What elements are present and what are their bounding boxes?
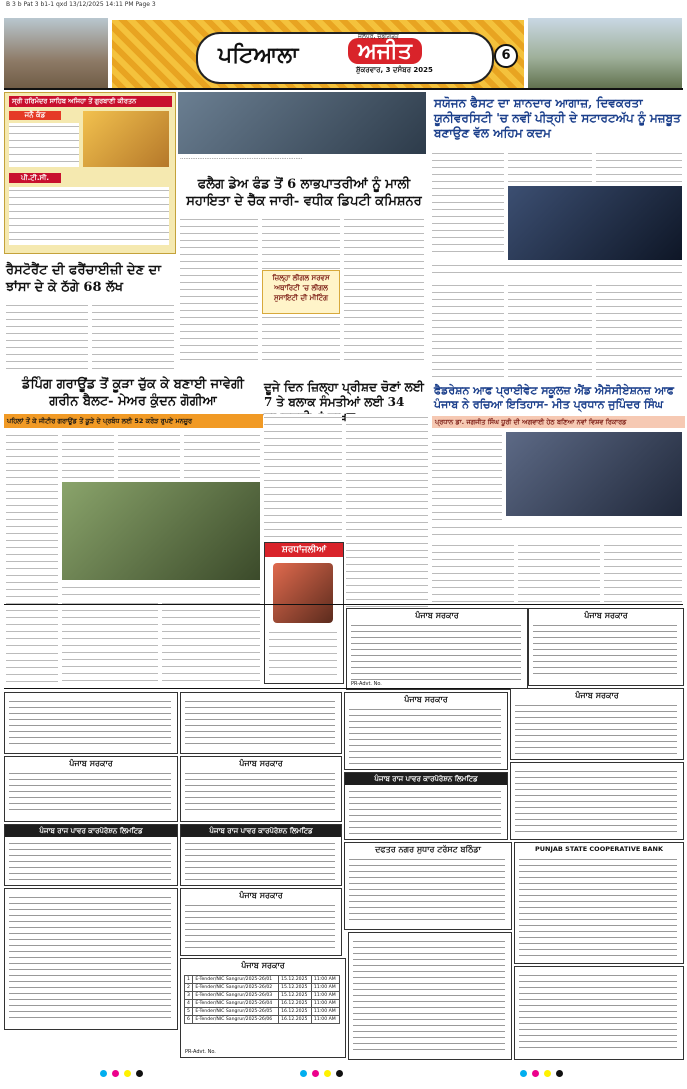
dumping-col-6 xyxy=(162,600,260,684)
table-cell: 6 xyxy=(185,1016,193,1024)
section-title: ਪਟਿਆਲਾ xyxy=(218,42,299,68)
dumping-ground-photo xyxy=(62,482,260,580)
municipal-ad xyxy=(4,692,178,754)
table-row xyxy=(185,992,340,1000)
federation-col-2 xyxy=(432,542,514,602)
trust-ad-2-body xyxy=(353,939,505,1053)
table-cell: E-Tender/NIC Sangrur/2025-26/05 xyxy=(193,1008,279,1016)
ad-4-body xyxy=(515,703,677,755)
gurbani-box-title: ਸ੍ਰੀ ਹਰਿਮੰਦਰ ਸਾਹਿਬ ਅਜਿਹਾ ਤੋਂ ਗੁਰਬਾਣੀ ਕੀਰਤਨ xyxy=(9,96,172,107)
federation-col-1 xyxy=(432,432,502,522)
golden-temple-photo xyxy=(83,111,169,167)
trust-ad-2 xyxy=(348,932,512,1060)
obituary-title: ਸ਼ਰਧਾਂਜਲੀਆਂ xyxy=(265,543,343,557)
pspcl-title: ਪੰਜਾਬ ਰਾਜ ਪਾਵਰ ਕਾਰਪੋਰੇਸ਼ਨ ਲਿਮਟਿਡ xyxy=(345,773,507,785)
table-cell: E-Tender/NIC Sangrur/2025-26/06 xyxy=(193,1016,279,1024)
dumping-col-3 xyxy=(118,432,180,478)
ads-divider-top-right xyxy=(4,604,683,605)
dumping-photo-caption xyxy=(62,584,260,596)
tender-table xyxy=(184,975,340,1024)
dumping-col-4 xyxy=(184,432,260,478)
pspcl-2-title: ਪੰਜਾਬ ਰਾਜ ਪਾਵਰ ਕਾਰਪੋਰੇਸ਼ਨ ਲਿਮਟਿਡ xyxy=(181,825,341,837)
magenta-mark xyxy=(112,1070,119,1077)
flag-day-photo xyxy=(178,92,426,154)
table-cell: 11:00 AM xyxy=(311,1008,339,1016)
masthead xyxy=(0,8,687,86)
municipal-ad-body xyxy=(9,699,171,747)
table-cell: E-Tender/NIC Sangrur/2025-26/01 xyxy=(193,976,279,984)
dumping-col-5 xyxy=(62,600,158,684)
table-cell: 11:00 AM xyxy=(311,976,339,984)
masthead-title-oval xyxy=(196,32,494,84)
ad-5-body xyxy=(9,771,171,815)
table-cell: 4 xyxy=(185,1000,193,1008)
nominations-headline: ਦੂਜੇ ਦਿਨ ਜ਼ਿਲ੍ਹਾ ਪ੍ਰੀਸ਼ਦ ਚੋਣਾਂ ਲਈ 7 ਤੇ ਬਲਾਕ ਸੰਮਤੀਆਂ ਲਈ 34 xyxy=(264,380,424,409)
yellow-mark xyxy=(124,1070,131,1077)
fraud-col-1 xyxy=(6,302,88,372)
pspcl-ad-2 xyxy=(180,824,342,886)
cyan-mark xyxy=(100,1070,107,1077)
fest-photo xyxy=(508,186,682,260)
ad-2-title: ਪੰਜਾਬ ਸਰਕਾਰ xyxy=(584,611,628,620)
dumping-col-7 xyxy=(6,650,58,684)
bottom-right-ad-body xyxy=(519,973,677,1053)
table-cell: E-Tender/NIC Sangrur/2025-26/04 xyxy=(193,1000,279,1008)
pstcl-ad xyxy=(4,824,178,886)
table-cell: 1 xyxy=(185,976,193,984)
dumping-ground-kicker: ਪਹਿਲਾਂ ਤੋਂ ਕੇ ਜੀਟੀਰ ਗਰਾਊਂਡ ਤੋਂ ਕੂੜੇ ਦੇ ਪ੍ਰਬੰਧ ਲਈ 52 ਕਰੋੜ ਰੁਪਏ ਮਨਜ਼ੂਰ xyxy=(4,414,263,428)
issue-date: ਸ਼ੁੱਕਰਵਾਰ, 3 ਦਸੰਬਰ 2025 xyxy=(356,66,433,74)
ad-6-body xyxy=(185,771,335,815)
federation-photo xyxy=(506,432,682,516)
trust-ad xyxy=(344,842,512,930)
ad-3-title: ਪੰਜਾਬ ਸਰਕਾਰ xyxy=(404,695,448,704)
fest-col-6 xyxy=(596,282,682,378)
table-cell: 11:00 AM xyxy=(311,1000,339,1008)
registration-strip xyxy=(0,1064,687,1084)
punjab-govt-ad-5 xyxy=(4,756,178,822)
ad-1-title: ਪੰਜਾਬ ਸਰਕਾਰ xyxy=(415,611,459,620)
bottom-left-ad-body xyxy=(9,895,171,1023)
magenta-mark-3 xyxy=(532,1070,539,1077)
fest-col-2 xyxy=(508,150,592,182)
pspcl-2-body xyxy=(185,841,335,881)
fest-col-3 xyxy=(596,150,682,182)
masthead-photo-left xyxy=(4,18,108,90)
ad-6-title: ਪੰਜਾਬ ਸਰਕਾਰ xyxy=(239,759,283,768)
fest-headline: ਸਯੋਜਨ ਫੈਸਟ ਦਾ ਸ਼ਾਨਦਾਰ ਆਗਾਜ਼, ਦਿਵਕਰਤਾ ਯੂਨੀਵਰਸਿਟੀ 'ਚ ਨਵੀਂ ਪੀੜ੍ਹੀ ਦੇ ਸਟਾਰਟਅੱਪ ਨੂੰ ਮਜ਼ਬੂਤ ਬਣਾਉਣ ਵੱਲ ਅਹਿਮ ਕਦਮ xyxy=(434,96,681,140)
ad-4-title: ਪੰਜਾਬ ਸਰਕਾਰ xyxy=(575,691,619,700)
cyan-mark-3 xyxy=(520,1070,527,1077)
notice-ad xyxy=(180,692,342,754)
fraud-col-2 xyxy=(92,302,174,372)
punjab-govt-ad-1 xyxy=(346,608,528,690)
table-cell: 2 xyxy=(185,984,193,992)
gurbani-tag-1: ਜਨੈ ਕੰਡ xyxy=(9,111,61,120)
notice-ad-body xyxy=(185,699,335,747)
table-row xyxy=(185,1016,340,1024)
flag-day-caption: ······································································ xyxy=(180,156,303,162)
ad-1-pr: PR-Advt. No. xyxy=(351,681,382,687)
table-cell: 15.12.2025 xyxy=(279,984,312,992)
gurbani-schedule-1 xyxy=(9,123,79,167)
tender-pr: PR-Advt. No. xyxy=(185,1049,216,1055)
edition-label: ਜਲੰਧਰ, ਚੰਡੀਗੜ੍ਹ xyxy=(358,33,399,40)
print-slug: B 3 b Pat 3 b1-1 qxd 13/12/2025 14:11 PM Page 3 xyxy=(6,1,156,8)
table-cell: E-Tender/NIC Sangrur/2025-26/03 xyxy=(193,992,279,1000)
dumping-col-1 xyxy=(6,432,58,646)
nominations-col-1 xyxy=(264,414,342,538)
fest-col-1 xyxy=(432,150,504,254)
federation-col-3 xyxy=(518,542,600,602)
table-cell: 16.12.2025 xyxy=(279,1016,312,1024)
gurbani-schedule-2 xyxy=(9,187,169,245)
yellow-mark-2 xyxy=(324,1070,331,1077)
tender-ad-title: ਪੰਜਾਬ ਸਰਕਾਰ xyxy=(241,961,285,970)
magenta-mark-2 xyxy=(312,1070,319,1077)
pstcl-body xyxy=(9,841,171,881)
bank-title: PUNJAB STATE COOPERATIVE BANK xyxy=(534,845,664,853)
pspcl-ad xyxy=(344,772,508,840)
table-row xyxy=(185,976,340,984)
black-mark xyxy=(136,1070,143,1077)
punjab-govt-ad-4 xyxy=(510,688,684,760)
black-mark-2 xyxy=(336,1070,343,1077)
cyan-mark-2 xyxy=(300,1070,307,1077)
punjab-govt-ad-2 xyxy=(528,608,684,686)
ad-8-title: ਪੰਜਾਬ ਸਰਕਾਰ xyxy=(239,891,283,900)
trust-title: ਦਫਤਰ ਨਗਰ ਸੁਧਾਰ ਟਰੱਸਟ ਬਠਿੰਡਾ xyxy=(375,845,481,854)
ad-2-body xyxy=(533,623,677,679)
table-cell: 5 xyxy=(185,1008,193,1016)
table-row xyxy=(185,984,340,992)
tender-table-ad xyxy=(180,958,346,1058)
table-cell: 11:00 AM xyxy=(311,984,339,992)
ad-3-body xyxy=(349,707,501,765)
yellow-mark-3 xyxy=(544,1070,551,1077)
punjab-govt-ad-3 xyxy=(344,692,508,770)
fest-caption xyxy=(432,262,682,278)
table-row xyxy=(185,1000,340,1008)
legal-society-box xyxy=(262,270,340,314)
federation-headline: ਫੈਡਰੇਸ਼ਨ ਆਫ ਪ੍ਰਾਈਵੇਟ ਸਕੂਲਜ਼ ਐਂਡ ਐਸੋਸੀਏਸ਼ਨਜ਼ ਆਫ ਪੰਜਾਬ ਨੇ ਰਚਿਆ ਇਤਿਹਾਸ- ਮੀਤ ਪ੍ਰਧਾਨ ਜੁਪਿੰਦਰ ਸਿੰਘ xyxy=(434,384,674,411)
brand-title: ਅਜੀਤ xyxy=(348,38,422,64)
pspcl-body xyxy=(349,789,501,835)
punjab-govt-ad-6 xyxy=(180,756,342,822)
federation-col-4 xyxy=(604,542,682,602)
flag-day-headline: ਫਲੈਗ ਡੇਅ ਫੰਡ ਤੋਂ 6 ਲਾਭਪਾਤਰੀਆਂ ਨੂੰ ਮਾਲੀ ਸਹਾਇਤਾ ਦੇ ਚੈੱਕ ਜਾਰੀ- ਵਧੀਕ ਡਿਪਟੀ ਕਮਿਸ਼ਨਰ xyxy=(186,177,422,209)
ad-5-title: ਪੰਜਾਬ ਸਰਕਾਰ xyxy=(69,759,113,768)
pstcl-title: ਪੰਜਾਬ ਰਾਜ ਪਾਵਰ ਕਾਰਪੋਰੇਸ਼ਨ ਲਿਮਟਿਡ xyxy=(5,825,177,837)
fest-col-5 xyxy=(508,282,592,378)
punjab-govt-ad-7 xyxy=(510,762,684,840)
black-mark-3 xyxy=(556,1070,563,1077)
obituary-photo xyxy=(273,563,333,623)
masthead-rule xyxy=(4,88,683,90)
ad-8-body xyxy=(185,903,335,949)
table-row xyxy=(185,1008,340,1016)
masthead-photo-right xyxy=(528,18,682,90)
federation-subhead: ਪ੍ਰਧਾਨ ਡਾ. ਜਗਜੀਤ ਸਿੰਘ ਧੂਰੀ ਦੀ ਅਗਵਾਈ ਹੇਠ ਬਣਿਆ ਨਵਾਂ ਵਿਸ਼ਵ ਰਿਕਾਰਡ xyxy=(432,416,685,428)
bottom-right-ad xyxy=(514,966,684,1060)
restaurant-fraud-headline: ਰੈਸਟੋਰੈਂਟ ਦੀ ਫਰੈਂਚਾਈਜ਼ੀ ਦੇਣ ਦਾ ਝਾਂਸਾ ਦੇ ਕੇ ਠੱਗੇ 68 ਲੱਖ xyxy=(6,263,161,295)
table-cell: 15.12.2025 xyxy=(279,976,312,984)
page-number: 6 xyxy=(494,44,518,68)
dumping-ground-headline: ਡੰਪਿੰਗ ਗਰਾਊਂਡ ਤੋਂ ਕੂੜਾ ਚੁੱਕ ਕੇ ਬਣਾਈ ਜਾਵੇਗੀ ਗਰੀਨ ਬੈਲਟ- ਮੇਅਰ ਕੁੰਦਨ ਗੋਗੀਆ xyxy=(22,377,244,409)
legal-society-headline: ਜ਼ਿਲ੍ਹਾ ਲੀਗਲ ਸਰਵਸ ਅਥਾਰਿਟੀ 'ਚ ਲੀਗਲ ਸੁਸਾਇਟੀ ਦੀ ਮੀਟਿੰਗ xyxy=(272,274,330,302)
ad-1-body xyxy=(351,623,521,681)
bank-ad xyxy=(514,842,684,964)
table-cell: 16.12.2025 xyxy=(279,1008,312,1016)
table-cell: 16.12.2025 xyxy=(279,1000,312,1008)
flag-day-col-3 xyxy=(344,216,424,366)
table-cell: 11:00 AM xyxy=(311,1016,339,1024)
flag-day-col-1 xyxy=(180,216,258,366)
gurbani-box xyxy=(4,92,176,254)
trust-body xyxy=(349,857,505,925)
gurbani-tag-2: ਪੀ.ਟੀ.ਸੀ. xyxy=(9,173,61,183)
obituary-text xyxy=(269,629,337,677)
punjab-govt-ad-8 xyxy=(180,888,342,956)
obituary-box xyxy=(264,542,344,684)
bank-body xyxy=(519,857,677,957)
table-cell: 3 xyxy=(185,992,193,1000)
bottom-left-ad xyxy=(4,888,178,1030)
table-cell: E-Tender/NIC Sangrur/2025-26/02 xyxy=(193,984,279,992)
federation-caption xyxy=(432,524,682,538)
dumping-col-2 xyxy=(62,432,114,478)
fest-col-4 xyxy=(432,282,504,378)
table-cell: 11:00 AM xyxy=(311,992,339,1000)
ad-7-body xyxy=(515,769,677,833)
table-cell: 15.12.2025 xyxy=(279,992,312,1000)
